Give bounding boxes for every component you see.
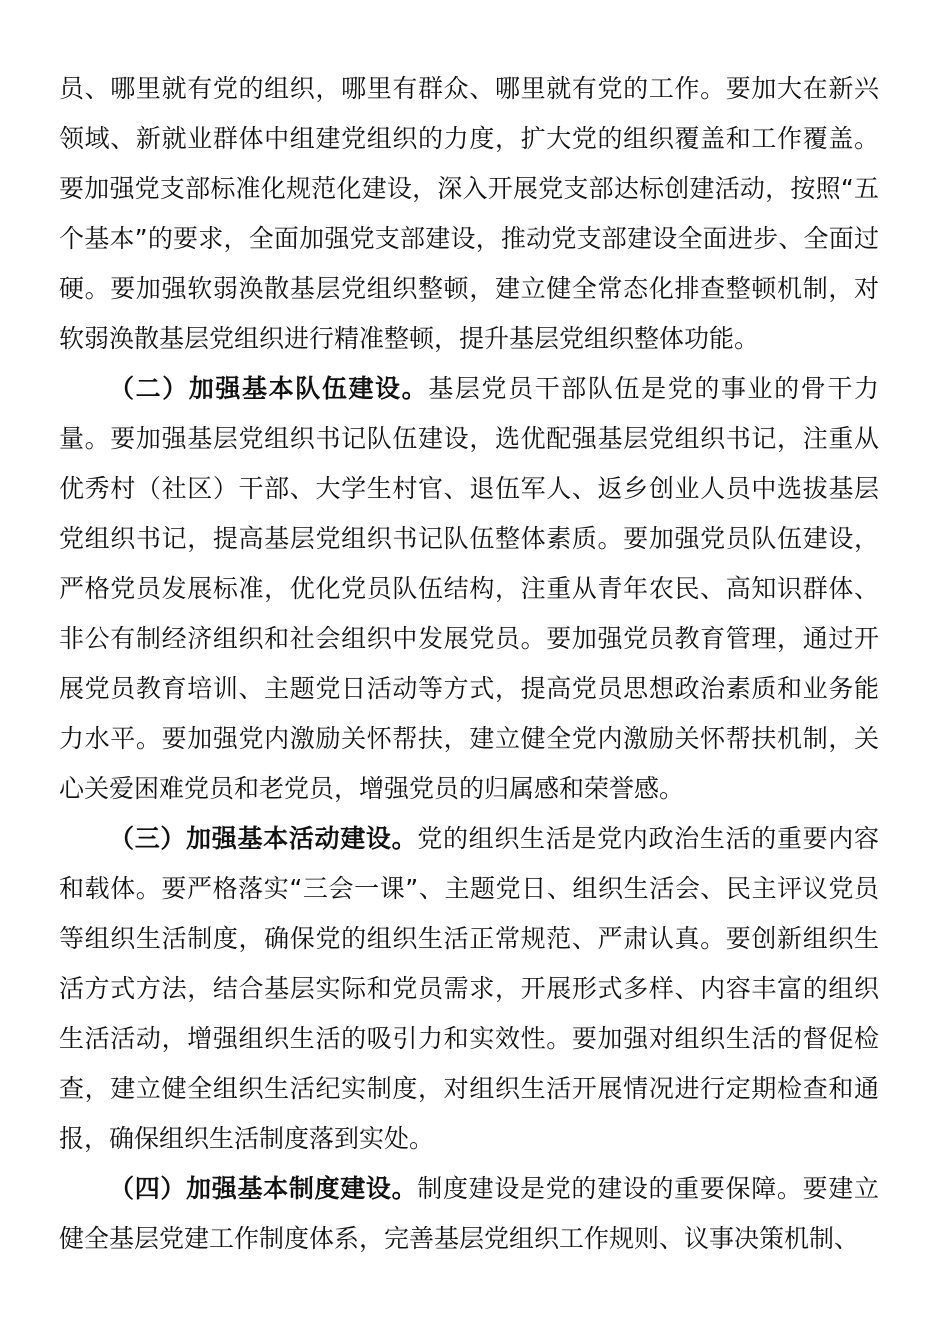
paragraph-basic-system xyxy=(59,1164,879,1264)
paragraph-basic-team xyxy=(59,364,879,814)
paragraph-text: 制度建设是党的建设的重要保障。要建立健全基层党建工作制度体系，完善基层党组织工作规则、议事决策机制、 xyxy=(59,1174,879,1253)
section-heading-2: （二）加强基本队伍建设。 xyxy=(109,374,429,403)
paragraph-basic-activity xyxy=(59,814,879,1164)
section-heading-3: （三）加强基本活动建设。 xyxy=(109,824,418,853)
section-heading-4: （四）加强基本制度建设。 xyxy=(109,1174,418,1203)
document-page xyxy=(59,64,879,1264)
paragraph-text: 基层党员干部队伍是党的事业的骨干力量。要加强基层党组织书记队伍建设，选优配强基层党组织书记，注重从优秀村（社区）干部、大学生村官、退伍军人、返乡创业人员中选拔基层党组织书记，提高基层党组织书记队伍整体素质。要加强党员队伍建设，严格党员发展标准，优化党员队伍结构，注重从青年农民、高知识群体、非公有制经济组织和社会组织中发展党员。要加强党员教育管理，通过开展党员教育培训、主题党日活动等方式，提高党员思想政治素质和业务能力水平。要加强党内激励关怀帮扶，建立健全党内激励关怀帮扶机制，关心关爱困难党员和老党员，增强党员的归属感和荣誉感。 xyxy=(59,374,879,803)
paragraph-text: 党的组织生活是党内政治生活的重要内容和载体。要严格落实“三会一课”、主题党日、组织生活会、民主评议党员等组织生活制度，确保党的组织生活正常规范、严肃认真。要创新组织生活方式方法，结合基层实际和党员需求，开展形式多样、内容丰富的组织生活活动，增强组织生活的吸引力和实效性。要加强对组织生活的督促检查，建立健全组织生活纪实制度，对组织生活开展情况进行定期检查和通报，确保组织生活制度落到实处。 xyxy=(59,824,879,1153)
paragraph-text: 员、哪里就有党的组织，哪里有群众、哪里就有党的工作。要加大在新兴领域、新就业群体中组建党组织的力度，扩大党的组织覆盖和工作覆盖。要加强党支部标准化规范化建设，深入开展党支部达标创建活动，按照“五个基本”的要求，全面加强党支部建设，推动党支部建设全面进步、全面过硬。要加强软弱涣散基层党组织整顿，建立健全常态化排查整顿机制，对软弱涣散基层党组织进行精准整顿，提升基层党组织整体功能。 xyxy=(59,74,879,353)
paragraph-continuation xyxy=(59,64,879,364)
